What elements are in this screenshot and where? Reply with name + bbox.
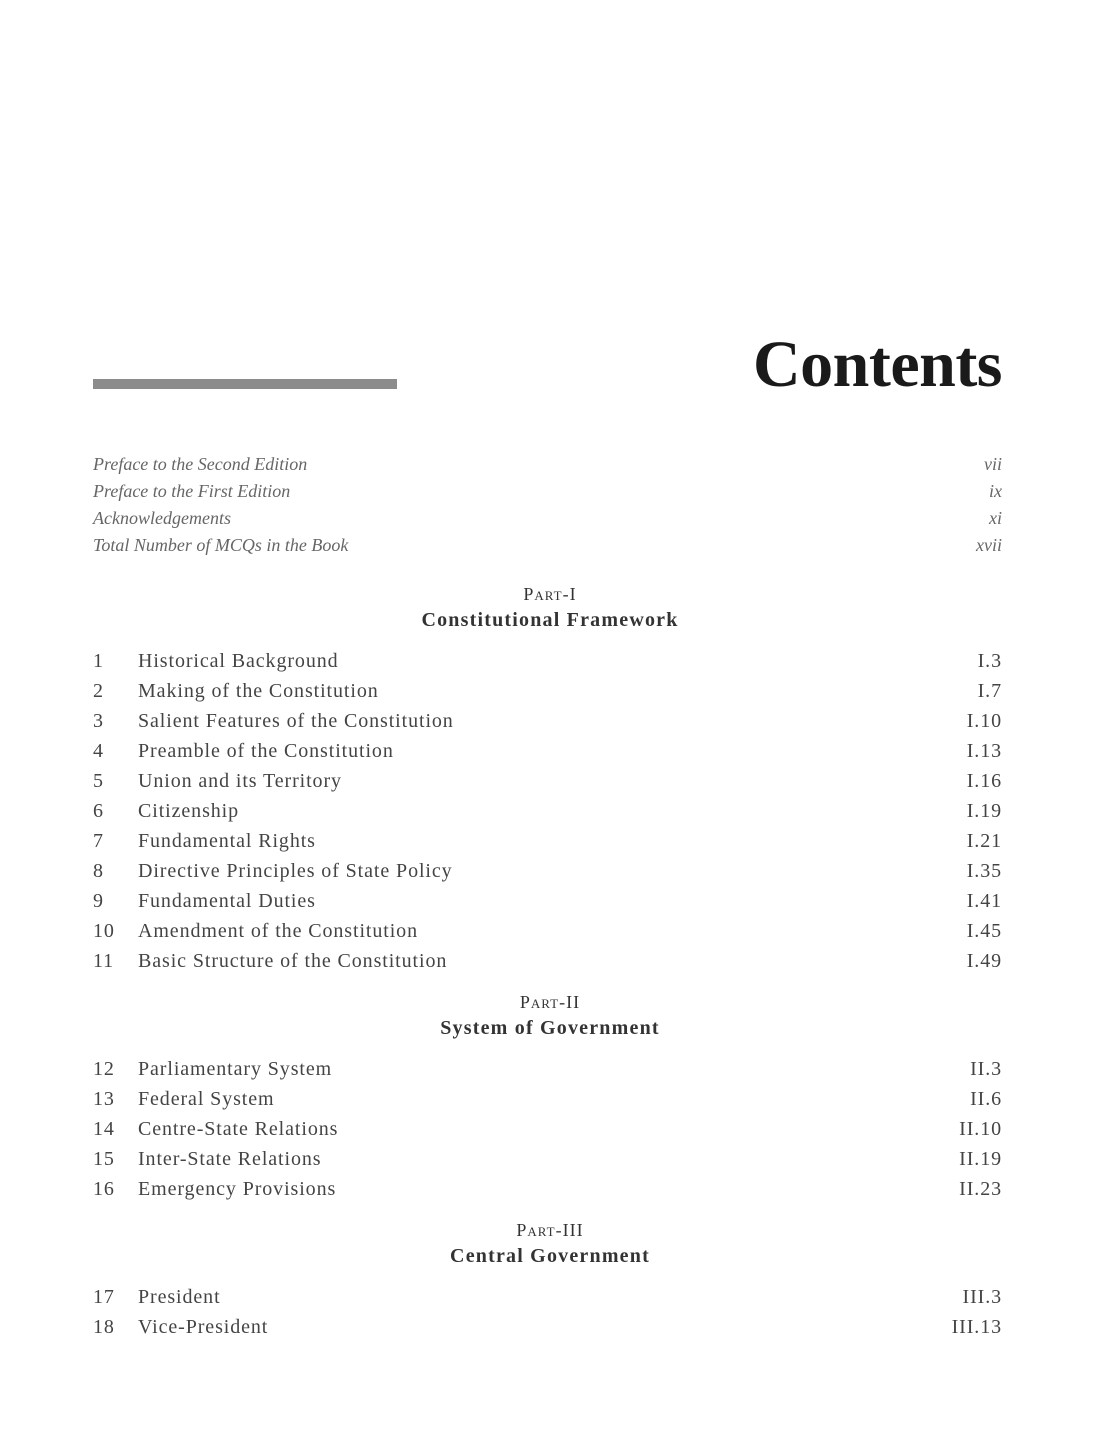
chapter-entry[interactable] (93, 1284, 1002, 1310)
chapter-number: 6 (93, 800, 104, 822)
chapter-entry[interactable] (93, 1056, 1002, 1082)
part-title: System of Government (440, 1017, 660, 1039)
chapter-page: I.21 (966, 830, 1002, 852)
entry-page: xvii (976, 535, 1002, 555)
chapter-number: 18 (93, 1316, 115, 1338)
chapter-title: Vice-President (138, 1316, 269, 1338)
entry-title: Acknowledgements (93, 508, 231, 528)
chapter-page: I.35 (966, 860, 1002, 882)
chapter-number: 1 (93, 650, 104, 672)
chapter-title: Directive Principles of State Policy (138, 860, 453, 882)
chapter-title: Emergency Provisions (138, 1178, 337, 1200)
chapter-entry[interactable] (93, 798, 1002, 824)
chapter-title: Historical Background (138, 650, 339, 672)
chapter-number: 2 (93, 680, 104, 702)
chapter-entry[interactable] (93, 738, 1002, 764)
chapter-entry[interactable] (93, 1086, 1002, 1112)
part-number: Part-II (519, 992, 581, 1012)
chapter-number: 8 (93, 860, 104, 882)
chapter-title: Citizenship (138, 800, 240, 822)
chapter-page: II.3 (970, 1058, 1002, 1080)
chapter-number: 16 (93, 1178, 115, 1200)
chapter-entry[interactable] (93, 1176, 1002, 1202)
chapter-number: 10 (93, 920, 115, 942)
chapter-page: I.41 (966, 890, 1002, 912)
page-title: Contents (752, 328, 1002, 401)
chapter-entry[interactable] (93, 888, 1002, 914)
chapter-number: 4 (93, 740, 104, 762)
chapter-title: Making of the Constitution (138, 680, 379, 702)
chapter-number: 3 (93, 710, 104, 732)
chapter-number: 5 (93, 770, 104, 792)
chapter-entry[interactable] (93, 648, 1002, 674)
chapter-title: Preamble of the Constitution (138, 740, 394, 762)
chapter-number: 15 (93, 1148, 115, 1170)
chapter-number: 7 (93, 830, 104, 852)
chapter-title: Union and its Territory (138, 770, 342, 792)
chapter-page: II.23 (959, 1178, 1002, 1200)
chapter-number: 9 (93, 890, 104, 912)
decorative-rule (93, 379, 397, 389)
front-matter-entry[interactable] (93, 478, 1002, 504)
chapter-number: 14 (93, 1118, 115, 1140)
chapter-page: III.3 (962, 1286, 1002, 1308)
chapter-entry[interactable] (93, 1314, 1002, 1340)
entry-title: Preface to the First Edition (93, 481, 291, 501)
chapter-entry[interactable] (93, 918, 1002, 944)
chapter-page: I.10 (966, 710, 1002, 732)
part-title: Constitutional Framework (421, 609, 679, 631)
chapter-page: I.16 (966, 770, 1002, 792)
chapter-title: President (138, 1286, 221, 1308)
chapter-number: 17 (93, 1286, 115, 1308)
entry-title: Total Number of MCQs in the Book (93, 535, 349, 555)
chapter-entry[interactable] (93, 1116, 1002, 1142)
part-title: Central Government (450, 1245, 650, 1267)
chapter-title: Fundamental Duties (138, 890, 316, 912)
chapter-title: Parliamentary System (138, 1058, 333, 1080)
chapter-entry[interactable] (93, 678, 1002, 704)
chapter-entry[interactable] (93, 948, 1002, 974)
chapter-page: III.13 (951, 1316, 1002, 1338)
chapter-page: II.6 (970, 1088, 1002, 1110)
chapter-page: I.49 (966, 950, 1002, 972)
chapter-title: Salient Features of the Constitution (138, 710, 454, 732)
chapter-entry[interactable] (93, 1146, 1002, 1172)
entry-page: ix (989, 481, 1002, 501)
chapter-title: Inter-State Relations (138, 1148, 322, 1170)
part-number: Part-I (523, 584, 577, 604)
chapter-title: Fundamental Rights (138, 830, 316, 852)
chapter-title: Centre-State Relations (138, 1118, 339, 1140)
chapter-page: I.13 (966, 740, 1002, 762)
chapter-entry[interactable] (93, 828, 1002, 854)
front-matter-entry[interactable] (93, 505, 1002, 531)
chapter-entry[interactable] (93, 708, 1002, 734)
chapter-title: Federal System (138, 1088, 275, 1110)
chapter-entry[interactable] (93, 768, 1002, 794)
chapter-page: II.10 (959, 1118, 1002, 1140)
chapter-page: I.45 (966, 920, 1002, 942)
chapter-number: 13 (93, 1088, 115, 1110)
part-number: Part-III (516, 1220, 584, 1240)
chapter-number: 12 (93, 1058, 115, 1080)
entry-page: vii (984, 454, 1002, 474)
chapter-page: I.7 (977, 680, 1002, 702)
chapter-title: Amendment of the Constitution (138, 920, 418, 942)
chapter-entry[interactable] (93, 858, 1002, 884)
entry-page: xi (989, 508, 1002, 528)
chapter-number: 11 (93, 950, 115, 972)
front-matter-entry[interactable] (93, 532, 1002, 558)
chapter-title: Basic Structure of the Constitution (138, 950, 448, 972)
entry-title: Preface to the Second Edition (93, 454, 308, 474)
chapter-page: II.19 (959, 1148, 1002, 1170)
front-matter-entry[interactable] (93, 451, 1002, 477)
chapter-page: I.19 (966, 800, 1002, 822)
chapter-page: I.3 (977, 650, 1002, 672)
